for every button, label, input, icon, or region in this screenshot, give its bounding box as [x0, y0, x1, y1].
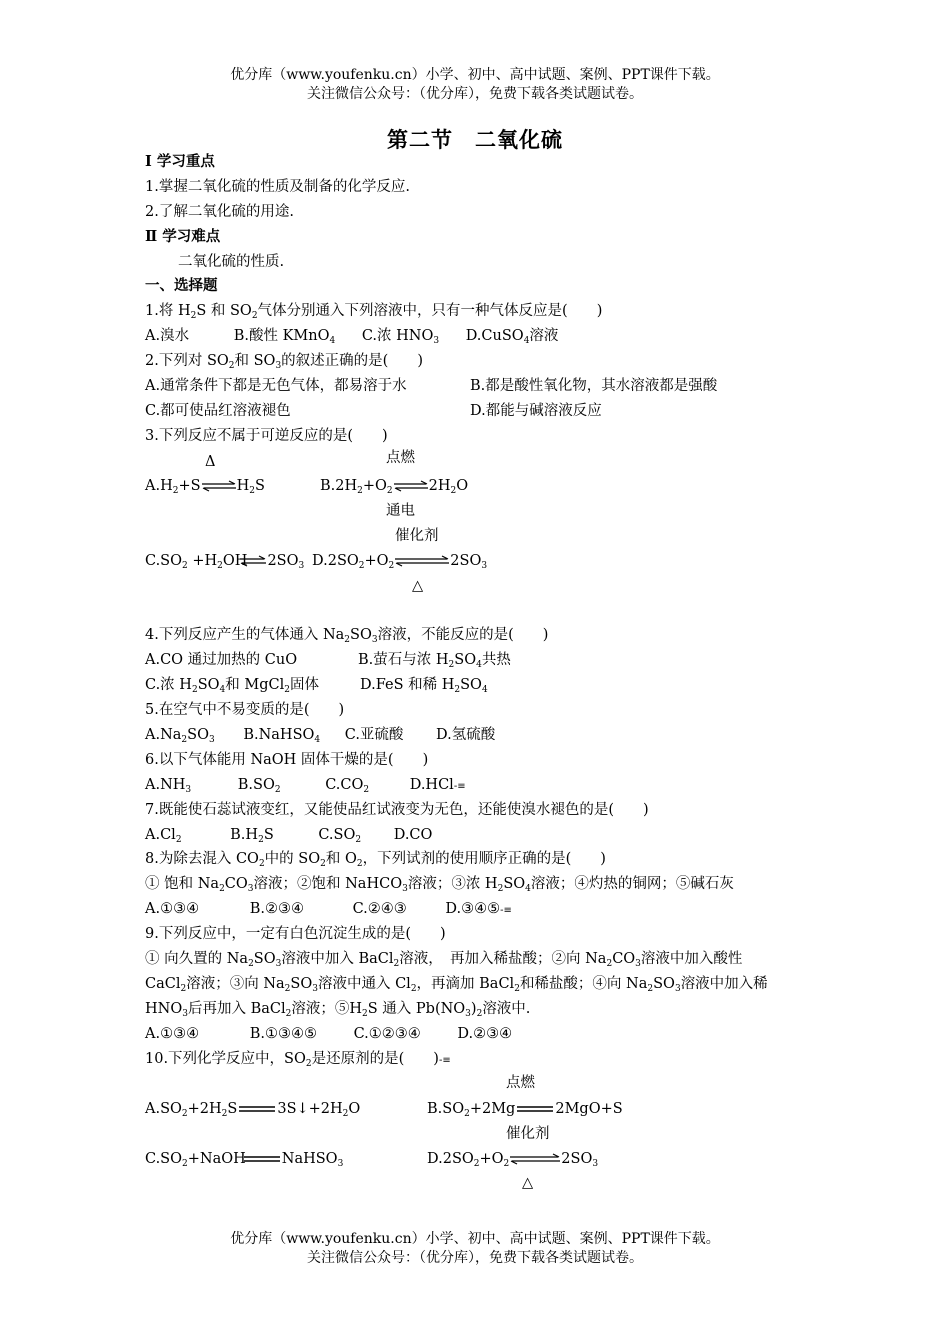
q7-option-a: $A.Cl_2$: [145, 827, 182, 845]
q6-option-d: D.HCl-≡: [409, 777, 466, 793]
q2-option-a: A.通常条件下都是无色气体，都易溶于水: [145, 378, 407, 394]
q1-stem: 1.将 $H_2S$ 和 $SO_2$气体分别通入下列溶液中，只有一种气体反应是( ): [145, 303, 603, 321]
q8-option-a: A.①③④: [145, 901, 200, 917]
q2-option-d: D.都能与碱溶液反应: [470, 403, 602, 419]
q6-stem: 6.以下气体能用 NaOH 固体干燥的是( ): [145, 752, 429, 768]
q9-options: [145, 1024, 512, 1044]
q8-options: [145, 899, 512, 921]
q3-cond-electric: 通电: [386, 503, 415, 519]
q9-line-2: CaCl$_2$溶液；③向 $Na_2SO_3$溶液中通入 $Cl_2$，再滴加 BaCl$_2$和稀盐酸；④向 $Na_2SO_3$溶液中加入稀: [145, 976, 768, 994]
q2-stem: 2.下列对 $SO_2$和 $SO_3$的叙述正确的是( ): [145, 353, 423, 371]
q10-cond-triangle: △: [522, 1175, 534, 1191]
q9-option-d: D.②③④: [457, 1026, 513, 1042]
q6-option-c: $C.CO_2$: [325, 777, 370, 795]
q10-option-a: $A.SO_2+2H_2S$ $3S↓+2H_2O$: [145, 1101, 361, 1119]
reversible-arrow-icon: [239, 555, 267, 567]
q10-option-b: $B.SO_2+2Mg$ 2MgO+S: [427, 1101, 623, 1119]
q9-option-b: B.①③④⑤: [249, 1026, 317, 1042]
q5-option-c: C.亚硫酸: [344, 727, 404, 743]
header-line-2: 关注微信公众号：（优分库），免费下载各类试题试卷。: [307, 86, 643, 102]
q10-option-d: $D.2SO_2+O_2$ $2SO_3$: [427, 1151, 599, 1169]
q3-stem: 3.下列反应不属于可逆反应的是( ): [145, 428, 388, 444]
q5-option-d: D.氢硫酸: [436, 727, 496, 743]
q3-option-c: $C.SO_2 +H_2OH$ $2SO_3$: [145, 553, 305, 571]
q8-option-b: B.②③④: [249, 901, 304, 917]
q1-option-b: B.酸性 KMnO$_4$: [233, 328, 336, 346]
q9-stem: 9.下列反应中，一定有白色沉淀生成的是( ): [145, 926, 446, 942]
q9-option-a: A.①③④: [145, 1026, 200, 1042]
q1-option-c: C.浓 $HNO_3$: [361, 328, 440, 346]
q10-option-c: $C.SO_2+NaOH$ NaHSO$_3$: [145, 1151, 344, 1169]
q3-option-d: $D.2SO_2+O_2$ $2SO_3$: [312, 553, 488, 571]
section-heading-key-points: Ⅰ 学习重点: [145, 153, 215, 170]
q7-options: [145, 825, 432, 845]
q2-option-c: C.都可使品红溶液褪色: [145, 403, 291, 419]
q6-options: [145, 775, 466, 797]
difficulty-1: 二氧化硫的性质.: [178, 254, 285, 270]
q2-option-b: B.都是酸性氧化物，其水溶液都是强酸: [470, 378, 718, 394]
equals-sign-icon: [515, 1103, 555, 1115]
q5-options: [145, 725, 495, 745]
section-heading-difficulties: Ⅱ 学习难点: [145, 228, 221, 245]
q3-cond-catalyst: 催化剂: [395, 528, 439, 544]
header-line-1: 优分库（www.youfenku.cn）小学、初中、高中试题、案例、PPT课件下载。: [230, 67, 720, 83]
q3-cond-ignite: 点燃: [386, 450, 415, 466]
q3-option-b: $B.2H_2+O_2$ $2H_2O$: [320, 478, 469, 496]
q7-stem: 7.既能使石蕊试液变红，又能使品红试液变为无色，还能使溴水褪色的是( ): [145, 802, 649, 818]
q8-option-d: D.③④⑤-≡: [445, 901, 512, 917]
q8-option-c: C.②④③: [352, 901, 407, 917]
q3-cond-triangle: △: [412, 578, 424, 594]
reversible-arrow-icon: [509, 1153, 561, 1165]
reversible-arrow-icon: [201, 480, 237, 492]
q4-stem: 4.下列反应产生的气体通入 $Na_2SO_3$溶液，不能反应的是( ): [145, 627, 549, 645]
q10-stem: 10.下列化学反应中，$SO_2$是还原剂的是( )-≡: [145, 1051, 451, 1069]
q7-option-b: $B.H_2S$: [230, 827, 274, 845]
footer-line-2: 关注微信公众号：（优分库），免费下载各类试题试卷。: [307, 1250, 643, 1266]
q8-reagent-list: ① 饱和 $Na_2CO_3$溶液；②饱和 NaHCO$_3$溶液；③浓 $H_2SO_4$溶液；④灼热的铜网；⑤碱石灰: [145, 876, 734, 894]
equals-sign-icon: [242, 1153, 282, 1165]
q6-option-b: $B.SO_2$: [237, 777, 281, 795]
page-footer: [0, 1230, 950, 1268]
q1-option-a: A.溴水: [145, 328, 190, 344]
q5-stem: 5.在空气中不易变质的是( ): [145, 702, 345, 718]
footer-line-1: 优分库（www.youfenku.cn）小学、初中、高中试题、案例、PPT课件下载。: [230, 1231, 720, 1247]
q4-option-b: B.萤石与浓 $H_2SO_4$共热: [358, 652, 511, 670]
q6-option-a: $A.NH_3$: [145, 777, 192, 795]
q8-stem: 8.为除去混入 $CO_2$中的 $SO_2$和 $O_2$，下列试剂的使用顺序正确的是( ): [145, 851, 606, 869]
q7-option-d: D.CO: [393, 827, 433, 843]
q7-option-c: $C.SO_2$: [318, 827, 362, 845]
q5-option-a: $A.Na_2SO_3$: [145, 727, 215, 745]
page-header: [0, 66, 950, 104]
equals-sign-icon: [237, 1103, 277, 1115]
q1-options: [145, 326, 558, 346]
page-title: 第二节 二氧化硫: [387, 127, 563, 152]
q1-option-d: D.CuSO$_4$溶液: [465, 328, 559, 346]
q5-option-b: B.NaHSO$_4$: [243, 727, 321, 745]
key-point-2: 2.了解二氧化硫的用途.: [145, 204, 294, 220]
q10-cond-ignite: 点燃: [506, 1075, 535, 1091]
q3-option-a: $A.H_2+S$ $H_2S$: [145, 478, 265, 496]
q9-line-1: ① 向久置的 $Na_2SO_3$溶液中加入 BaCl$_2$溶液， 再加入稀盐酸；②向 $Na_2CO_3$溶液中加入酸性: [145, 951, 743, 969]
q9-option-c: C.①②③④: [353, 1026, 421, 1042]
section-heading-choice: 一、选择题: [145, 277, 218, 294]
key-point-1: 1.掌握二氧化硫的性质及制备的化学反应.: [145, 179, 410, 195]
q4-option-a: A.CO 通过加热的 CuO: [145, 652, 298, 668]
q4-option-c: C.浓 $H_2SO_4$和 MgCl$_2$固体: [145, 677, 319, 695]
q4-option-d: D.FeS 和稀 $H_2SO_4$: [360, 677, 488, 695]
q9-line-3: $HNO_3$后再加入 BaCl$_2$溶液；$⑤H_2S$ 通入 $Pb(NO_3)_2$溶液中.: [145, 1001, 531, 1019]
reversible-arrow-icon: [394, 555, 450, 567]
reversible-arrow-icon: [393, 480, 429, 492]
q3-cond-delta: Δ: [205, 454, 216, 470]
q10-cond-catalyst: 催化剂: [506, 1126, 550, 1142]
